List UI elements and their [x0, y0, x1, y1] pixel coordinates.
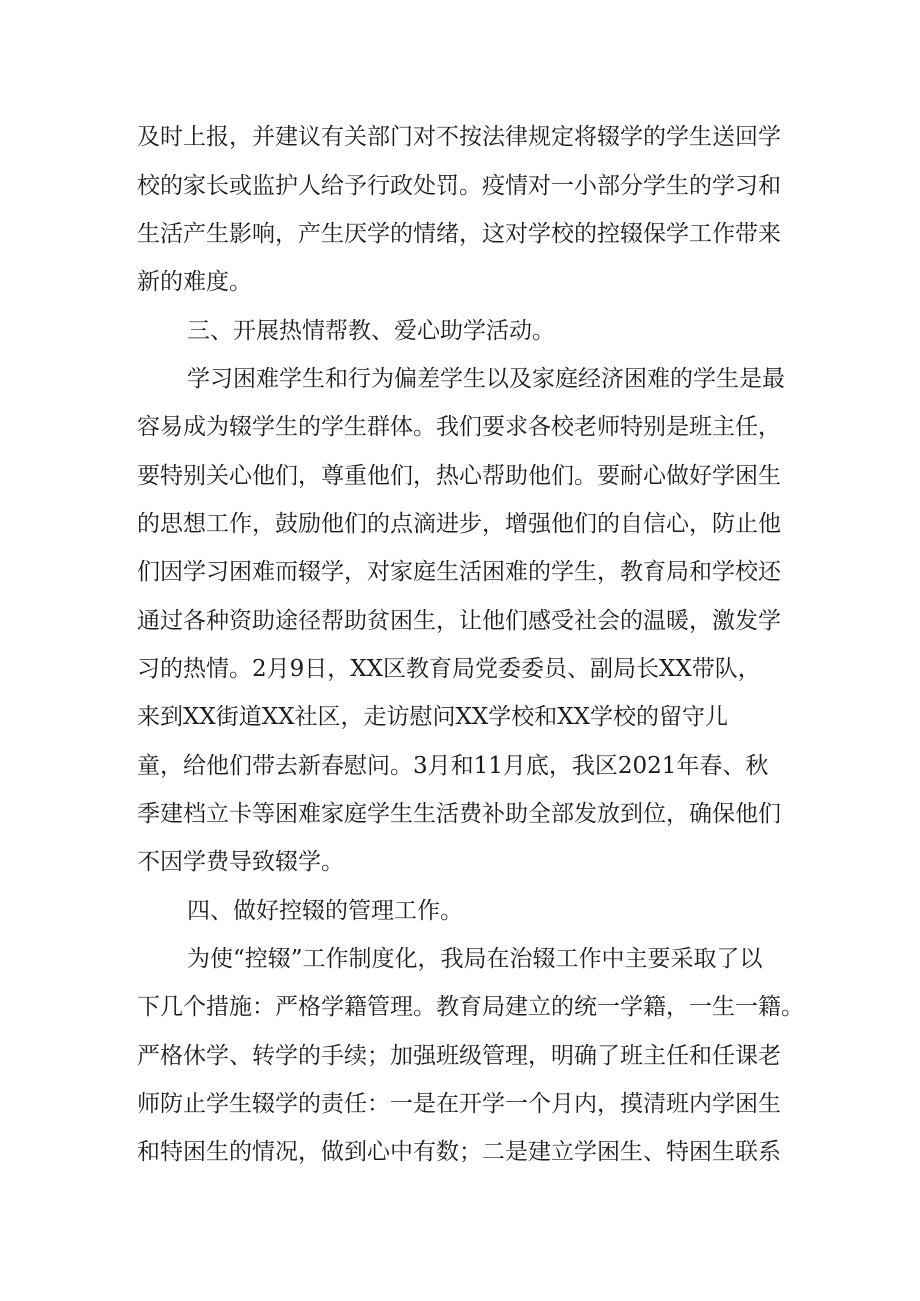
text-line: 校的家长或监护人给予行政处罚。疫情对一小部分学生的学习和 — [137, 173, 781, 199]
text-line: 习的热情。2月9日，XX区教育局党委委员、副局长XX带队， — [137, 656, 761, 682]
text-line: 季建档立卡等困难家庭学生生活费补助全部发放到位，确保他们 — [137, 801, 781, 827]
text-line: 严格休学、转学的手续；加强班级管理，明确了班主任和任课老 — [137, 1043, 781, 1069]
text-line: 的思想工作，鼓励他们的点滴进步，增强他们的自信心，防止他 — [137, 511, 781, 537]
text-line: 师防止学生辍学的责任：一是在开学一个月内，摸清班内学困生 — [137, 1091, 781, 1117]
text-line: 童，给他们带去新春慰问。3月和11月底，我区2021年春、秋 — [137, 753, 769, 779]
text-line: 来到XX街道XX社区，走访慰问XX学校和XX学校的留守儿 — [137, 704, 728, 730]
text-line: 不因学费导致辍学。 — [137, 849, 344, 875]
text-line: 生活产生影响，产生厌学的情绪，这对学校的控辍保学工作带来 — [137, 221, 781, 247]
text-line: 和特困生的情况，做到心中有数；二是建立学困生、特困生联系 — [137, 1139, 781, 1165]
text-line: 容易成为辍学生的学生群体。我们要求各校老师特别是班主任， — [137, 414, 781, 440]
section-heading: 四、做好控辍的管理工作。 — [187, 898, 463, 924]
text-line: 为使“控辍”工作制度化，我局在治辍工作中主要采取了以 — [187, 946, 763, 972]
text-line: 下几个措施：严格学籍管理。教育局建立的统一学籍，一生一籍。 — [137, 994, 804, 1020]
text-line: 学习困难学生和行为偏差学生以及家庭经济困难的学生是最 — [187, 366, 785, 392]
text-line: 们因学习困难而辍学，对家庭生活困难的学生，教育局和学校还 — [137, 559, 781, 585]
text-line: 新的难度。 — [137, 269, 252, 295]
text-line: 要特别关心他们，尊重他们，热心帮助他们。要耐心做好学困生 — [137, 463, 781, 489]
text-line: 通过各种资助途径帮助贫困生，让他们感受社会的温暖，激发学 — [137, 608, 781, 634]
section-heading: 三、开展热情帮教、爱心助学活动。 — [187, 318, 555, 344]
text-line: 及时上报，并建议有关部门对不按法律规定将辍学的学生送回学 — [137, 124, 781, 150]
